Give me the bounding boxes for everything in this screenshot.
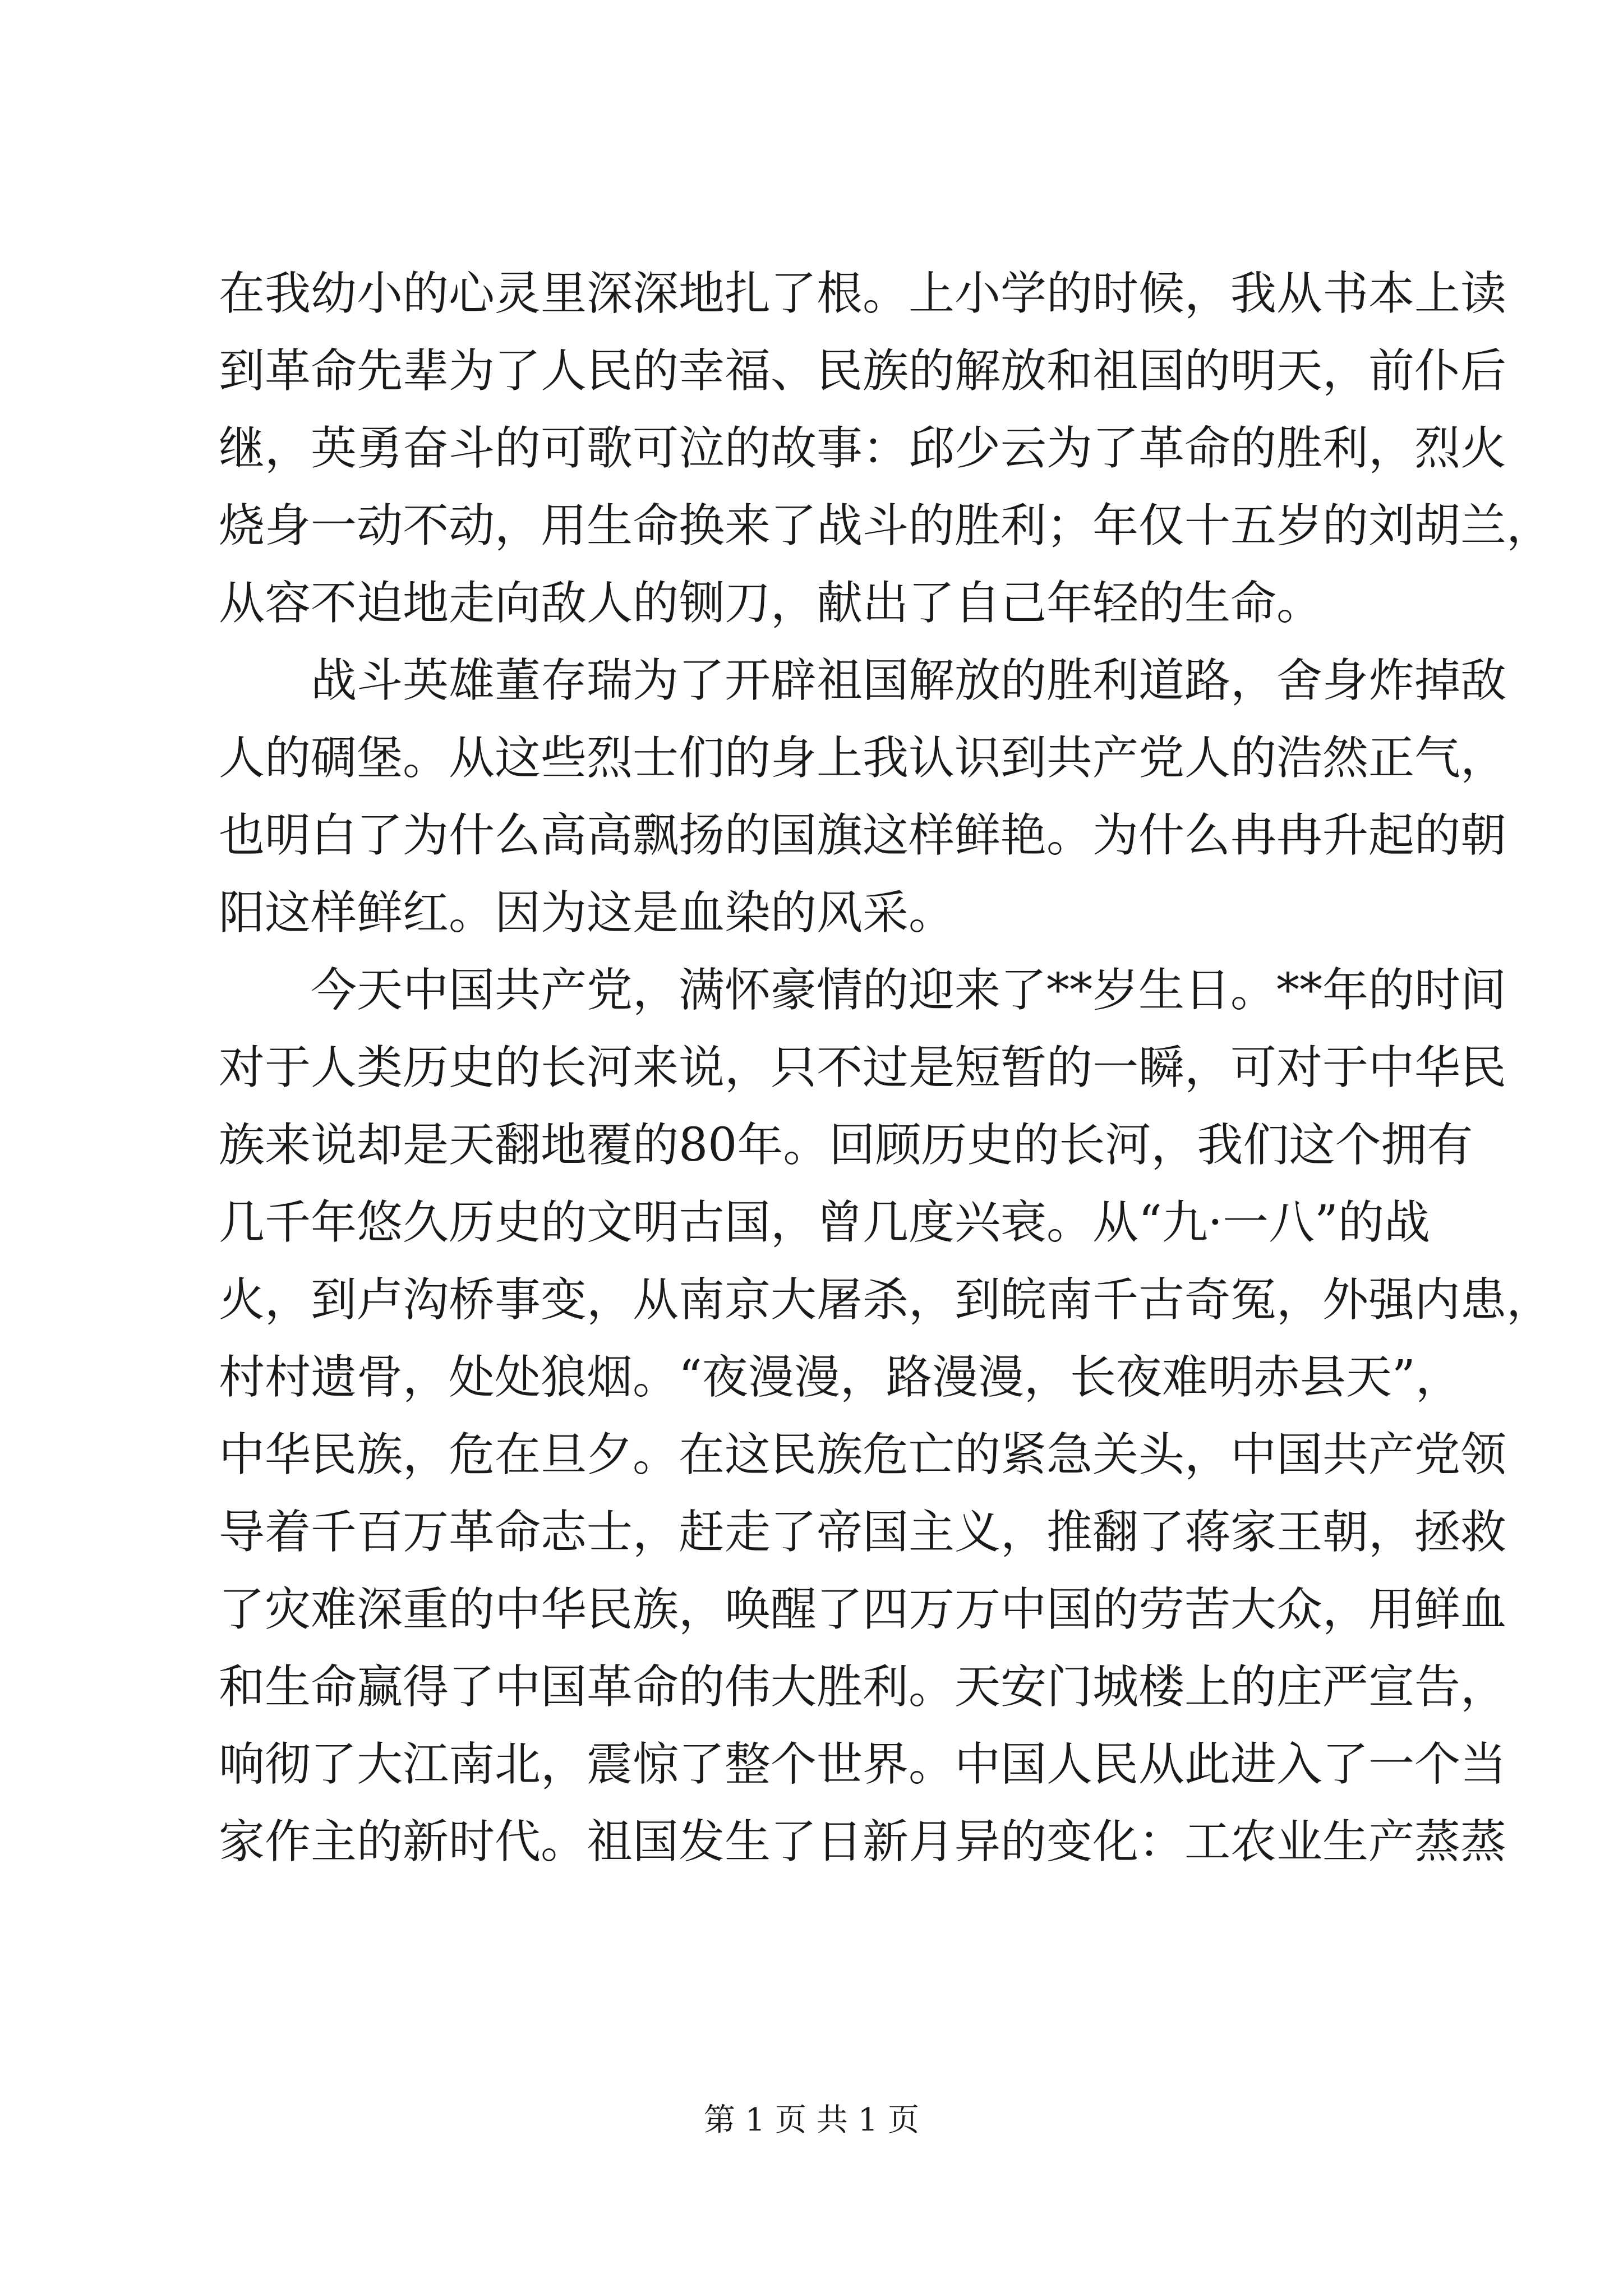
text-line: 家作主的新时代。祖国发生了日新月异的变化：工农业生产蒸蒸 (219, 1815, 1507, 1869)
page-footer: 第 1 页 共 1 页 (703, 2102, 920, 2138)
text-line: 对于人类历史的长河来说，只不过是短暂的一瞬，可对于中华民 (219, 1041, 1507, 1094)
text-line: 人的碉堡。从这些烈士们的身上我认识到共产党人的浩然正气， (219, 731, 1507, 785)
text-line: 导着千百万革命志士，赶走了帝国主义，推翻了蒋家王朝，拯救 (219, 1506, 1507, 1559)
text-line: 中华民族，危在旦夕。在这民族危亡的紧急关头，中国共产党领 (219, 1428, 1507, 1481)
text-line: 继，英勇奋斗的可歌可泣的故事：邱少云为了革命的胜利，烈火 (219, 422, 1507, 475)
text-line: 从容不迫地走向敌人的铡刀，献出了自己年轻的生命。 (219, 577, 1323, 630)
text-line: 阳这样鲜红。因为这是血染的风采。 (219, 886, 955, 940)
text-line: 今天中国共产党，满怀豪情的迎来了**岁生日。**年的时间 (311, 964, 1507, 1017)
text-line: 族来说却是天翻地覆的80年。回顾历史的长河，我们这个拥有 (219, 1119, 1473, 1172)
text-line: 响彻了大江南北，震惊了整个世界。中国人民从此进入了一个当 (219, 1738, 1507, 1791)
document-body (219, 255, 1553, 1881)
text-line: 烧身一动不动，用生命换来了战斗的胜利；年仅十五岁的刘胡兰， (219, 499, 1553, 553)
text-line: 了灾难深重的中华民族，唤醒了四万万中国的劳苦大众，用鲜血 (219, 1583, 1507, 1636)
text-line: 也明白了为什么高高飘扬的国旗这样鲜艳。为什么冉冉升起的朝 (219, 809, 1507, 862)
text-line: 在我幼小的心灵里深深地扎了根。上小学的时候，我从书本上读 (219, 267, 1507, 320)
text-line: 和生命赢得了中国革命的伟大胜利。天安门城楼上的庄严宣告， (219, 1660, 1507, 1714)
text-line: 到革命先辈为了人民的幸福、民族的解放和祖国的明天，前仆后 (219, 344, 1507, 398)
text-line: 火，到卢沟桥事变，从南京大屠杀，到皖南千古奇冤，外强内患， (219, 1273, 1553, 1327)
text-line: 战斗英雄董存瑞为了开辟祖国解放的胜利道路，舍身炸掉敌 (311, 654, 1507, 707)
text-line: 几千年悠久历史的文明古国，曾几度兴衰。从“九·一八”的战 (219, 1196, 1430, 1249)
text-line: 村村遗骨，处处狼烟。“夜漫漫，路漫漫，长夜难明赤县天”， (219, 1351, 1461, 1404)
